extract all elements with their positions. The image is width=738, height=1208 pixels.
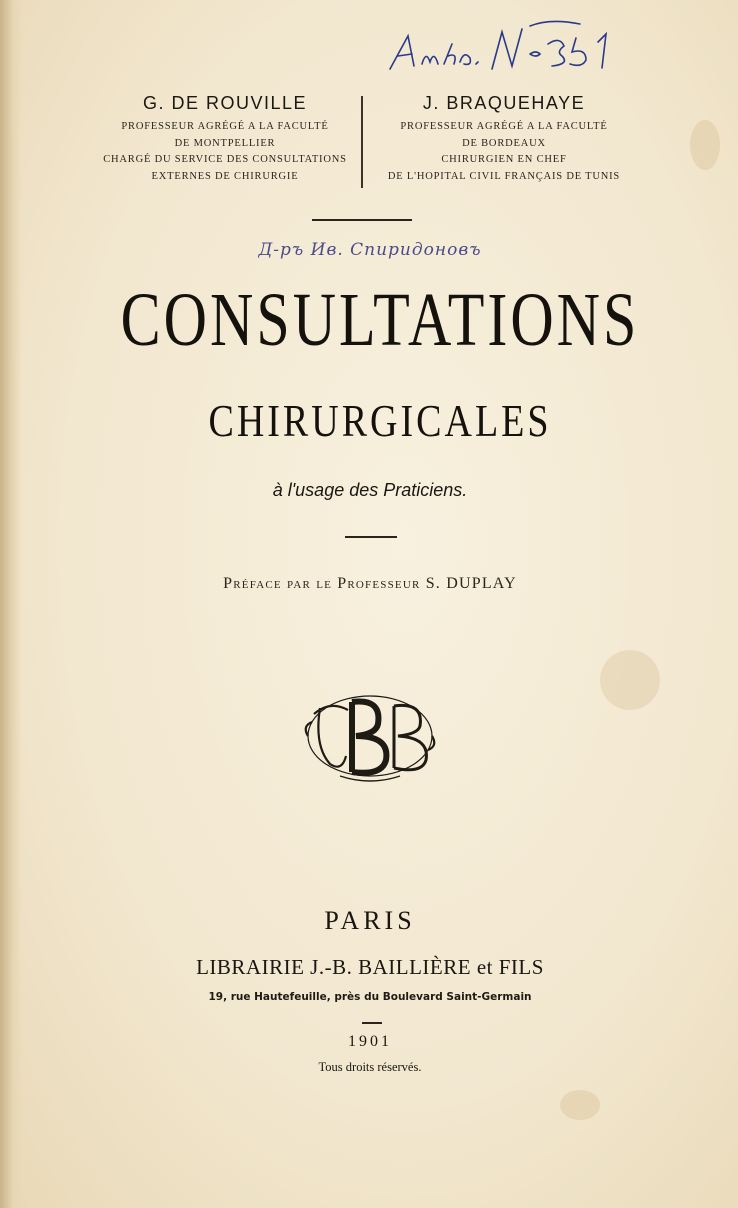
imprint-publisher: LIBRAIRIE J.-B. BAILLIÈRE et FILS	[196, 955, 544, 979]
author-affiliation	[90, 119, 360, 185]
rights-notice: Tous droits réservés.	[318, 1060, 422, 1074]
author-name: G. DE ROUVILLE	[142, 93, 308, 113]
book-title: CONSULTATIONS	[120, 277, 640, 362]
imprint-city: PARIS	[324, 906, 416, 935]
affiliation-line: EXTERNES DE CHIRURGIE	[151, 170, 299, 182]
paper-stain	[690, 120, 720, 170]
affiliation-line: DE L'HOPITAL CIVIL FRANÇAIS DE TUNIS	[387, 170, 621, 182]
author-name: J. BRAQUEHAYE	[422, 93, 586, 113]
paper-stain	[600, 650, 660, 710]
section-rule	[362, 1022, 382, 1024]
preface-line: Préface par le Professeur S. DUPLAY	[223, 575, 517, 592]
imprint-address: 19, rue Hautefeuille, près du Boulevard Saint-Germain	[208, 991, 532, 1003]
affiliation-line: CHARGÉ DU SERVICE DES CONSULTATIONS	[103, 154, 347, 165]
owner-stamp: Д-ръ Ив. Спиридоновъ	[258, 240, 482, 260]
book-subtitle: CHIRURGICALES	[208, 396, 552, 447]
section-rule	[312, 219, 412, 221]
affiliation-line: DE MONTPELLIER	[174, 137, 276, 149]
affiliation-line: DE BORDEAUX	[462, 137, 546, 149]
handwritten-inventory-number	[380, 14, 630, 84]
section-rule	[345, 536, 397, 538]
author-divider	[361, 96, 363, 188]
book-usage-line: à l'usage des Praticiens.	[272, 480, 468, 500]
affiliation-line: PROFESSEUR AGRÉGÉ A LA FACULTÉ	[400, 121, 608, 132]
author-right	[368, 93, 640, 185]
affiliation-line: CHIRURGIEN EN CHEF	[441, 154, 567, 165]
author-affiliation	[368, 119, 640, 185]
imprint-year: 1901	[348, 1033, 392, 1050]
page-spine-shadow	[0, 0, 22, 1208]
paper-stain	[560, 1090, 600, 1120]
affiliation-line: PROFESSEUR AGRÉGÉ A LA FACULTÉ	[121, 121, 329, 132]
author-left	[90, 93, 360, 185]
publisher-monogram-icon	[300, 686, 440, 786]
